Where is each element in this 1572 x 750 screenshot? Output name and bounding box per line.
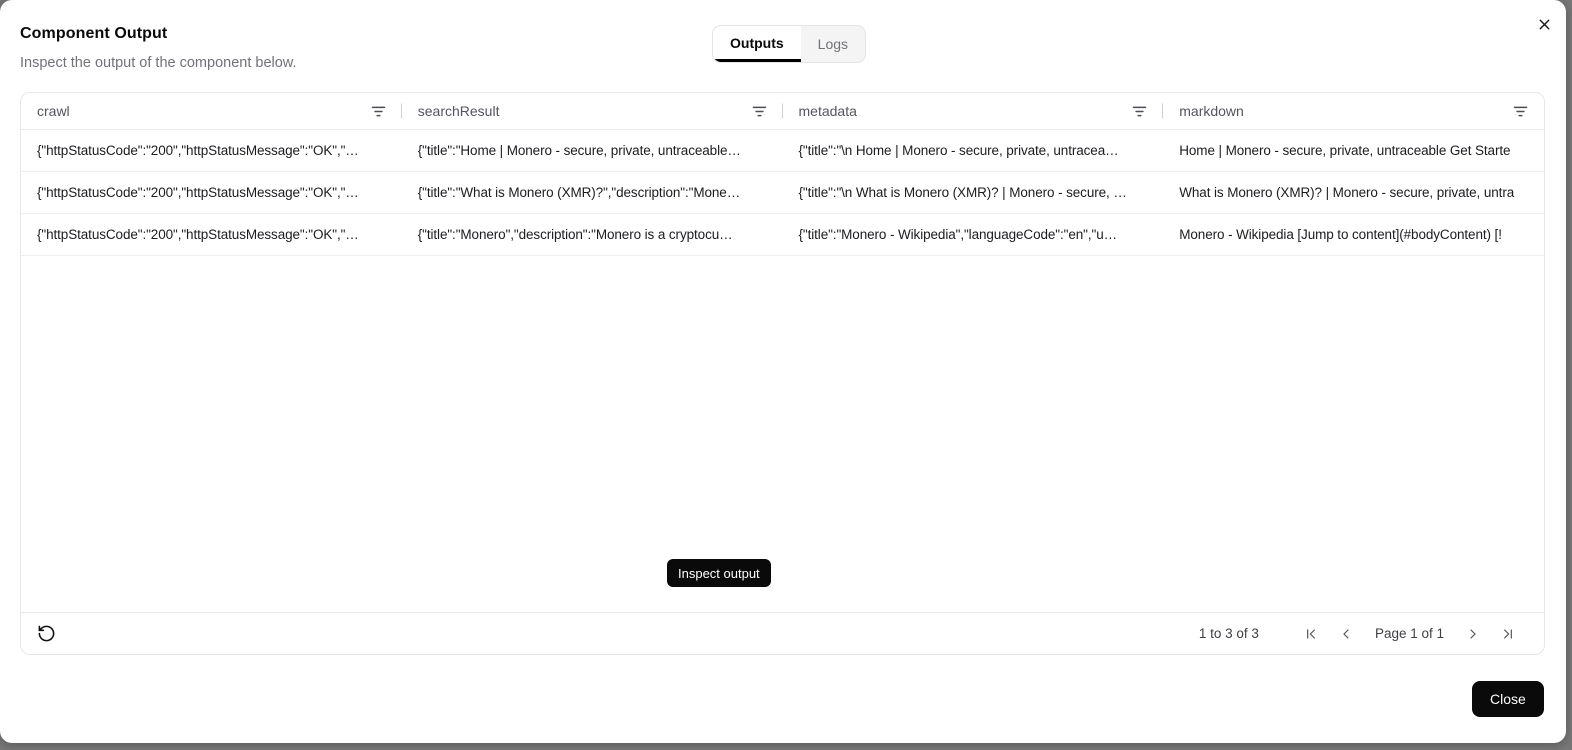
table-row — [21, 214, 1544, 256]
column-header-searchResult[interactable] — [402, 93, 783, 129]
tab-outputs[interactable]: Outputs — [713, 26, 801, 62]
chevron-first-icon[interactable] — [1303, 626, 1319, 642]
filter-icon[interactable] — [750, 103, 769, 120]
column-header-label: markdown — [1179, 103, 1244, 119]
output-data-grid — [20, 92, 1545, 655]
cell-markdown[interactable]: What is Monero (XMR)? | Monero - secure, private, untra — [1179, 185, 1515, 200]
table-row — [21, 130, 1544, 172]
tab-logs[interactable]: Logs — [817, 36, 849, 52]
chevron-left-icon[interactable] — [1338, 626, 1354, 642]
close-icon[interactable] — [1532, 12, 1556, 36]
row-range-text: 1 to 3 of 3 — [1198, 626, 1259, 641]
filter-icon[interactable] — [369, 103, 388, 120]
grid-header-row — [21, 93, 1544, 130]
grid-footer — [21, 612, 1544, 654]
inspect-output-tooltip: Inspect output — [667, 559, 771, 587]
output-tabs — [712, 25, 866, 63]
close-button[interactable]: Close — [1472, 681, 1544, 717]
column-header-markdown[interactable] — [1163, 93, 1544, 129]
filter-icon[interactable] — [1130, 103, 1149, 120]
column-header-label: metadata — [798, 103, 857, 119]
cell-markdown[interactable]: Home | Monero - secure, private, untraceable Get Starte — [1179, 143, 1511, 158]
refresh-icon[interactable] — [37, 624, 56, 643]
column-header-label: crawl — [37, 103, 70, 119]
chevron-right-icon[interactable] — [1465, 626, 1481, 642]
table-row — [21, 172, 1544, 214]
cell-searchResult[interactable]: {"title":"What is Monero (XMR)?","description":"Mone… — [417, 185, 741, 200]
page-subtitle: Inspect the output of the component below. — [20, 55, 297, 71]
chevron-last-icon[interactable] — [1500, 626, 1516, 642]
pager-controls — [1303, 626, 1516, 642]
cell-crawl[interactable]: {"httpStatusCode":"200","httpStatusMessage":"OK","… — [37, 143, 359, 158]
cell-crawl[interactable]: {"httpStatusCode":"200","httpStatusMessage":"OK","… — [37, 185, 359, 200]
cell-crawl[interactable]: {"httpStatusCode":"200","httpStatusMessage":"OK","… — [37, 227, 359, 242]
cell-metadata[interactable]: {"title":"Monero - Wikipedia","languageCode":"en","u… — [798, 227, 1117, 242]
cell-metadata[interactable]: {"title":"\n What is Monero (XMR)? | Monero - secure, … — [798, 185, 1127, 200]
filter-icon[interactable] — [1511, 103, 1530, 120]
grid-body — [21, 130, 1544, 612]
column-header-label: searchResult — [417, 103, 500, 119]
column-header-metadata[interactable] — [783, 93, 1164, 129]
pagination — [1199, 626, 1516, 642]
page-title: Component Output — [20, 25, 168, 42]
cell-markdown[interactable]: Monero - Wikipedia [Jump to content](#bodyContent) [! — [1179, 227, 1502, 242]
column-header-crawl[interactable] — [21, 93, 402, 129]
page-indicator-text: Page 1 of 1 — [1374, 626, 1444, 641]
cell-searchResult[interactable]: {"title":"Home | Monero - secure, private, untraceable… — [417, 143, 741, 158]
cell-searchResult[interactable]: {"title":"Monero","description":"Monero is a cryptocu… — [417, 227, 733, 242]
cell-metadata[interactable]: {"title":"\n Home | Monero - secure, private, untracea… — [798, 143, 1119, 158]
